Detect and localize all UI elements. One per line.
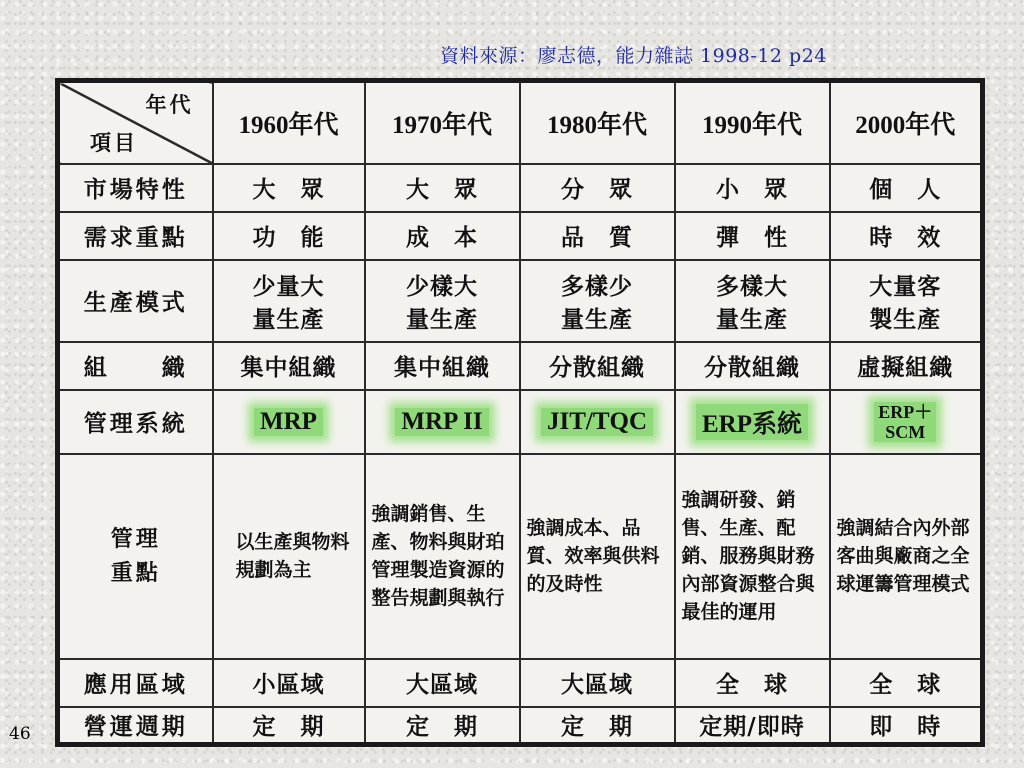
row-label-focus-line-2: 重點 (110, 560, 161, 586)
cycle-1980: 定 期 (520, 707, 675, 745)
era-header-1990: 1990年代 (675, 81, 830, 164)
market-1990: 小 眾 (675, 164, 830, 212)
system-2000 (830, 390, 983, 454)
cycle-2000: 即 時 (830, 707, 983, 745)
region-2000: 全 球 (830, 659, 983, 707)
row-market (58, 164, 983, 212)
production-1980-line-2: 量生產 (561, 305, 633, 333)
corner-era-label: 年代 (145, 92, 194, 117)
system-1990-highlight: ERP系統 (696, 404, 808, 440)
row-label-cycle: 營運週期 (58, 707, 213, 745)
row-label-production: 生產模式 (58, 260, 213, 342)
row-label-market: 市場特性 (58, 164, 213, 212)
era-header-1960: 1960年代 (213, 81, 365, 164)
era-header-2000: 2000年代 (830, 81, 983, 164)
demand-1990: 彈 性 (675, 212, 830, 260)
organization-1990: 分散組織 (675, 342, 830, 390)
row-cycle (58, 707, 983, 745)
row-demand (58, 212, 983, 260)
market-1970: 大 眾 (365, 164, 520, 212)
focus-1990: 強調研發、銷售、生產、配銷、服務與財務內部資源整合與最佳的運用 (675, 454, 830, 659)
organization-1970: 集中組織 (365, 342, 520, 390)
row-label-demand: 需求重點 (58, 212, 213, 260)
era-header-1980: 1980年代 (520, 81, 675, 164)
production-1970 (365, 260, 520, 342)
production-1990-line-2: 量生產 (716, 305, 788, 333)
system-2000-line-1: ERP＋ (878, 401, 933, 422)
production-1970-line-1: 少樣大 (406, 272, 478, 300)
production-2000-line-1: 大量客 (869, 272, 942, 300)
organization-1960: 集中組織 (213, 342, 365, 390)
region-1960: 小區域 (213, 659, 365, 707)
production-1990-line-1: 多樣大 (716, 272, 788, 300)
system-2000-highlight (874, 402, 936, 442)
row-label-organization: 組 織 (58, 342, 213, 390)
row-system (58, 390, 983, 454)
row-organization (58, 342, 983, 390)
production-1990 (675, 260, 830, 342)
cycle-1970: 定 期 (365, 707, 520, 745)
page-number: 46 (9, 724, 31, 744)
row-production (58, 260, 983, 342)
system-1960-highlight: MRP (254, 408, 323, 436)
production-1980-line-1: 多樣少 (561, 272, 633, 300)
market-2000: 個 人 (830, 164, 983, 212)
demand-2000: 時 效 (830, 212, 983, 260)
production-2000-line-2: 製生產 (869, 305, 942, 333)
row-region (58, 659, 983, 707)
corner-item-label: 項目 (90, 129, 138, 155)
market-1980: 分 眾 (520, 164, 675, 212)
organization-2000: 虛擬組織 (830, 342, 983, 390)
focus-2000: 強調結合內外部客曲與廠商之全球運籌管理模式 (830, 454, 983, 659)
scanned-table-image (55, 78, 980, 742)
header-row (58, 81, 983, 164)
header-corner-cell (58, 81, 213, 164)
cycle-1990: 定期/即時 (675, 707, 830, 745)
row-label-system: 管理系統 (58, 390, 213, 454)
production-1960 (213, 260, 365, 342)
row-label-focus-line-1: 管理 (110, 526, 161, 552)
system-2000-line-2: SCM (885, 421, 926, 442)
system-1970 (365, 390, 520, 454)
row-label-region: 應用區域 (58, 659, 213, 707)
production-1980 (520, 260, 675, 342)
demand-1980: 品 質 (520, 212, 675, 260)
row-label-focus (58, 454, 213, 659)
region-1970: 大區域 (365, 659, 520, 707)
focus-1960: 以生產與物料規劃為主 (213, 454, 365, 659)
demand-1960: 功 能 (213, 212, 365, 260)
system-1970-highlight: MRP II (395, 408, 488, 436)
source-citation: 資料來源：廖志德，能力雜誌 1998-12 p24 (440, 45, 827, 67)
era-header-1970: 1970年代 (365, 81, 520, 164)
market-1960: 大 眾 (213, 164, 365, 212)
organization-1980: 分散組織 (520, 342, 675, 390)
row-focus (58, 454, 983, 659)
demand-1970: 成 本 (365, 212, 520, 260)
region-1990: 全 球 (675, 659, 830, 707)
region-1980: 大區域 (520, 659, 675, 707)
cycle-1960: 定 期 (213, 707, 365, 745)
focus-1970: 強調銷售、生產、物料與財珀管理製造資源的整告規劃與執行 (365, 454, 520, 659)
era-comparison-table (55, 78, 985, 747)
production-1970-line-2: 量生產 (406, 305, 478, 333)
production-1960-line-1: 少量大 (252, 272, 325, 300)
system-1980-highlight: JIT/TQC (541, 408, 653, 436)
production-1960-line-2: 量生產 (252, 305, 325, 333)
system-1990 (675, 390, 830, 454)
system-1980 (520, 390, 675, 454)
production-2000 (830, 260, 983, 342)
system-1960 (213, 390, 365, 454)
focus-1980: 強調成本、品質、效率與供料的及時性 (520, 454, 675, 659)
